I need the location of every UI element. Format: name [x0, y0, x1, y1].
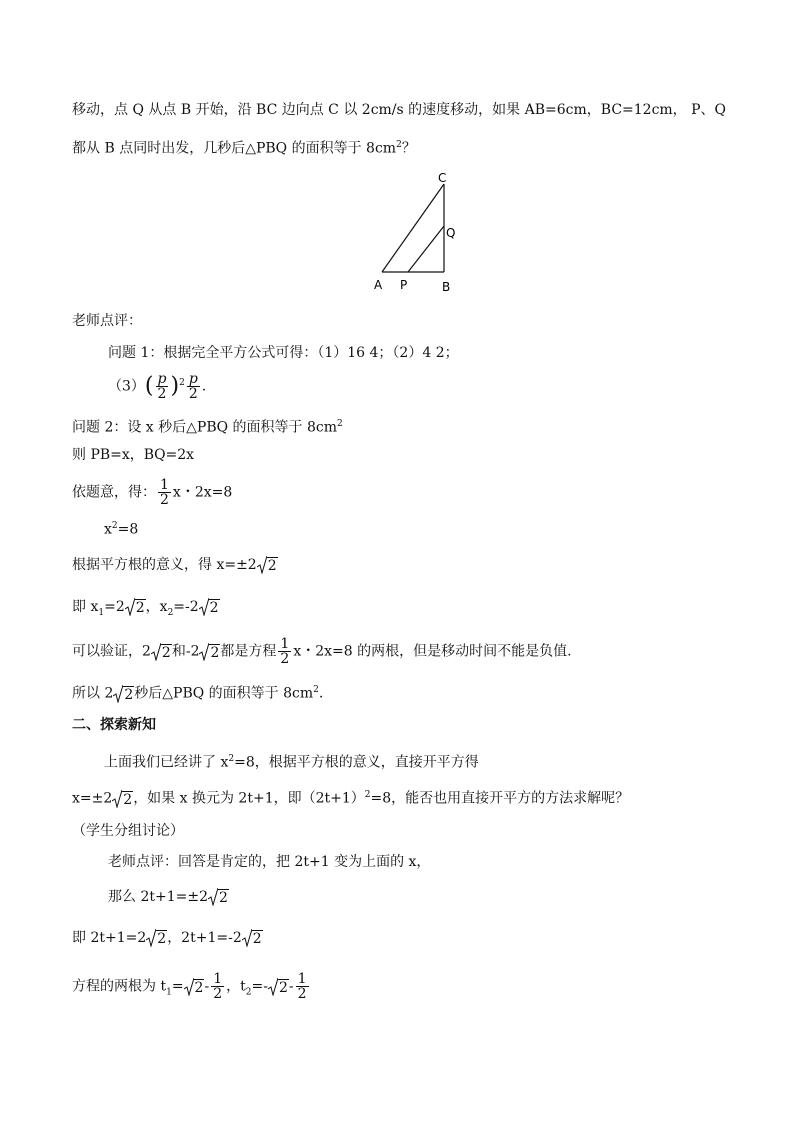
review-q2-line-f: 即 $x_1=2$ 2 ，$x_2=-2$ 2: [72, 599, 219, 618]
fraction-half: $\frac{1}{2}$: [160, 477, 169, 508]
section2-para-7: 方程的两根为 $t_1=$ 2 - $\frac{1}{2}$ ，$t_2=-$ 2 - $\frac{1}{2}$: [72, 971, 307, 1002]
review-q2-line-h: 所以 2 2 秒后△PBQ 的面积等于 $8cm^2$.: [72, 685, 324, 703]
review-q2-line-g: 可以验证，2 2 和-2 2 都是方程 $\frac{1}{2}$ x・2x=8 的两根，但是移动时间不能是负值.: [72, 636, 572, 667]
problem-line-1: 移动，点 Q 从点 B 开始，沿 BC 边向点 C 以 2cm/s 的速度移动，如果 AB=6cm，BC=12cm， P、Q: [72, 102, 727, 118]
segment-pq: [408, 226, 444, 272]
review-heading: 老师点评：: [72, 313, 142, 329]
sqrt-symbol: 2: [113, 685, 134, 703]
review-q1-line-a: 问题 1：根据完全平方公式可得：（1）16 4；（2）4 2；: [108, 345, 459, 361]
review-q2-line-e: 根据平方根的意义，得 x=±2 2: [72, 557, 277, 574]
triangle-figure: [360, 168, 470, 298]
section2-para-3: （学生分组讨论）: [72, 823, 184, 839]
sqrt-symbol: 2: [146, 929, 167, 947]
sqrt-symbol: 2: [208, 888, 229, 906]
review-q2-line-d: $x^2=8$: [104, 521, 139, 538]
label-q: Q: [446, 226, 456, 240]
section2-para-6: 即 2t+1=2 2 ，2t+1=-2 2: [72, 930, 262, 947]
review-q2-line-b: 则 PB=x，BQ=2x: [72, 447, 195, 463]
sqrt-symbol: 2: [125, 598, 146, 616]
sqrt-symbol: 2: [257, 556, 278, 574]
section2-para-1: 上面我们已经讲了 $x^2=8$，根据平方根的意义，直接开平方得: [104, 754, 479, 771]
fraction-p-over-2: $\frac{p}{2}$: [157, 371, 167, 402]
review-q1-line-b: （3）( $\frac{p}{2}$ )$^2$ $\frac{p}{2}$ .: [108, 371, 207, 402]
fraction-half: $\frac{1}{2}$: [297, 971, 307, 1002]
fraction-half: $\frac{1}{2}$: [213, 971, 223, 1002]
label-c: C: [438, 171, 447, 185]
sqrt-symbol: 2: [184, 978, 205, 996]
sqrt-symbol: 2: [242, 929, 263, 947]
label-p: P: [400, 278, 408, 292]
section2-para-2: x=±2 2 ，如果 x 换元为 2t+1，即$(2t+1)^2=8$，能否也用直接开平方的方法求解呢？: [72, 790, 630, 808]
section2-para-4: 老师点评：回答是肯定的，把 2t+1 变为上面的 x，: [108, 854, 431, 870]
fraction-p-over-2-second: $\frac{p}{2}$: [188, 371, 198, 402]
sqrt-symbol: 2: [199, 598, 220, 616]
fraction-half: $\frac{1}{2}$: [280, 636, 290, 667]
review-q2-line-c: 依题意，得： $\frac{1}{2}$ x・2x=8: [72, 477, 233, 508]
sqrt-symbol: 2: [268, 978, 289, 996]
review-q2-line-a: 问题 2：设 x 秒后△PBQ 的面积等于 $8cm^2$: [72, 419, 343, 436]
problem-line-2: 都从 B 点同时出发，几秒后△PBQ 的面积等于 $8cm^2$？: [72, 140, 416, 157]
sqrt-symbol: 2: [151, 643, 172, 661]
label-b: B: [442, 280, 451, 294]
section2-para-5: 那么 2t+1=±2 2: [108, 889, 228, 906]
sqrt-symbol: 2: [199, 643, 220, 661]
segment-ac: [382, 184, 444, 272]
label-a: A: [374, 278, 383, 292]
sqrt-symbol: 2: [112, 790, 133, 808]
section-heading: 二、探索新知: [72, 717, 156, 733]
